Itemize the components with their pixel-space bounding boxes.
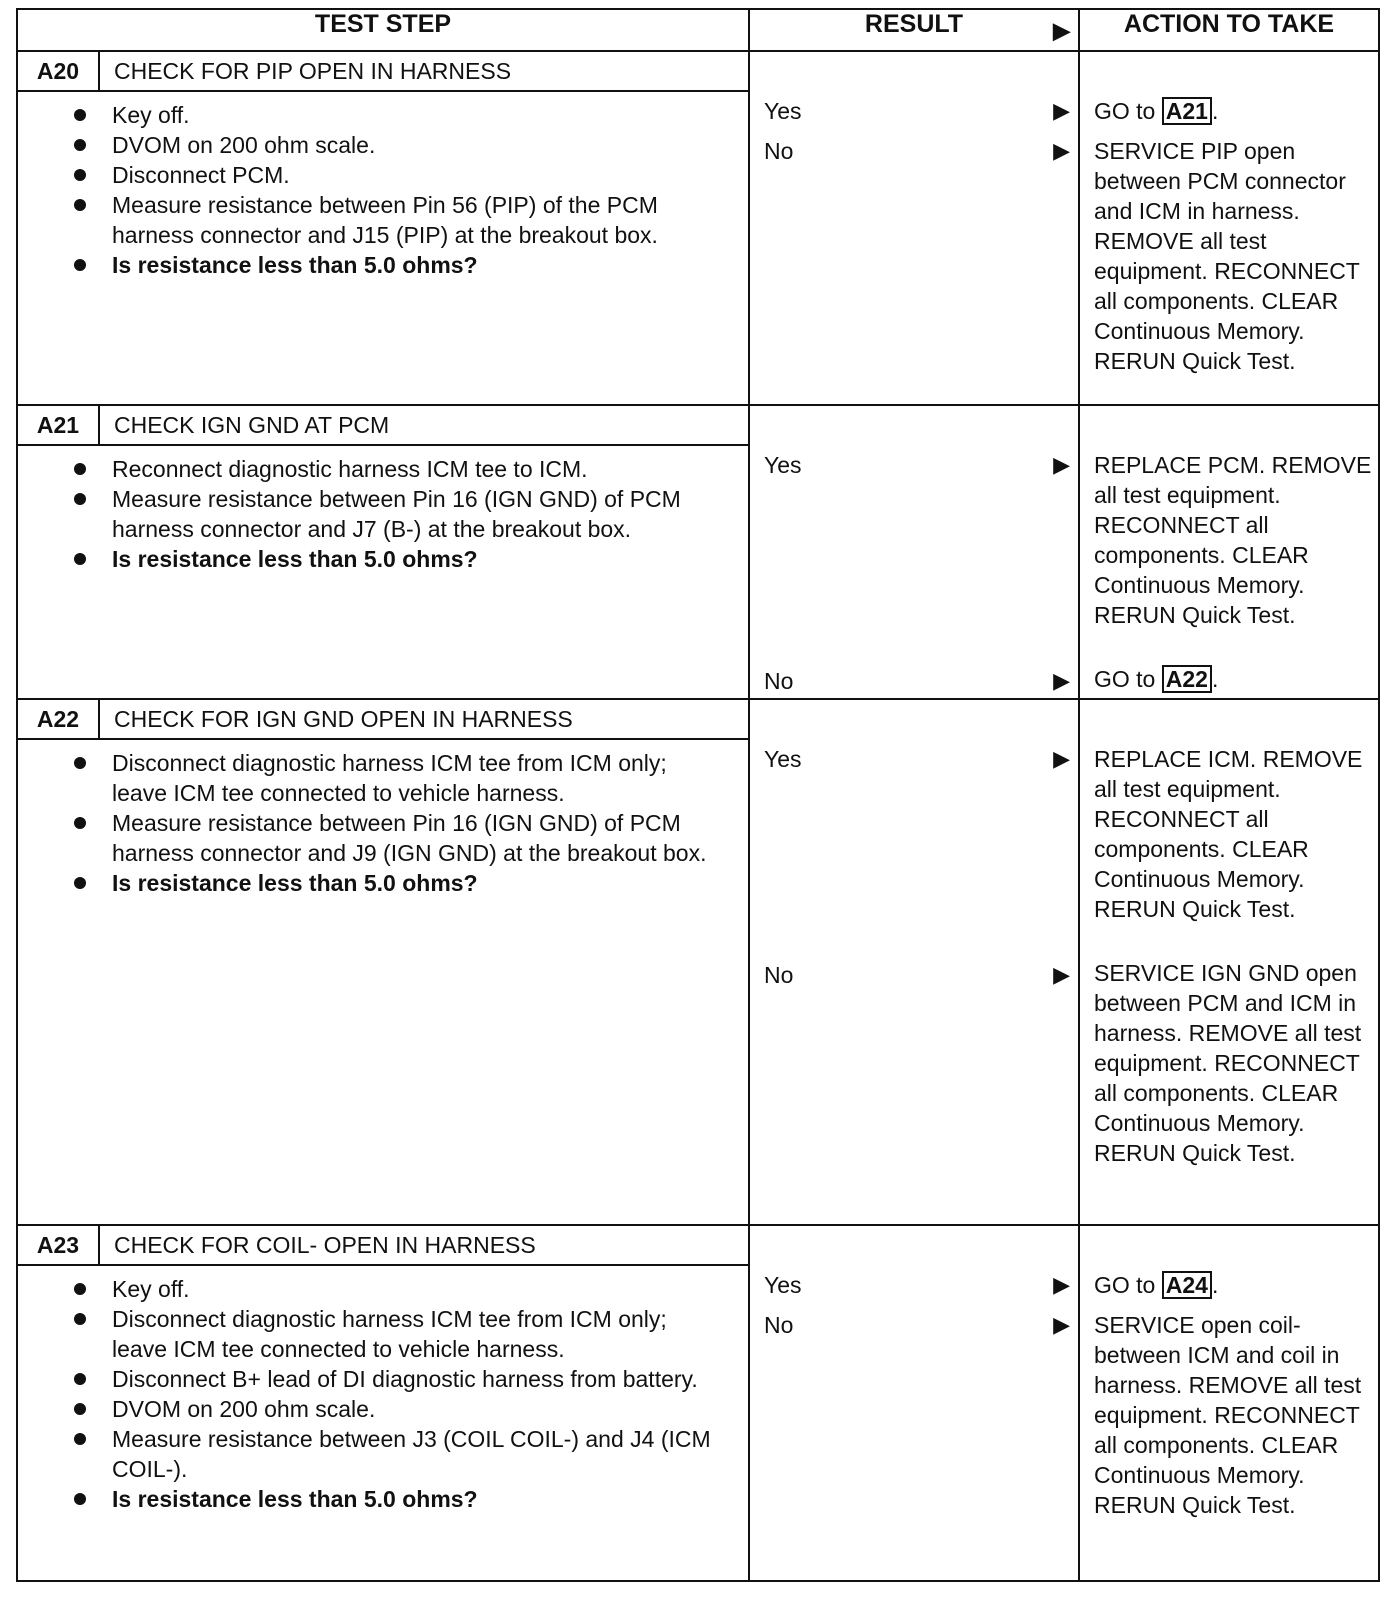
action-yes: REPLACE ICM. REMOVE all test equipment. RECONNECT all components. CLEAR Continuous Memory. RERUN Quick Test. [1094,746,1363,922]
instruction-item: Disconnect diagnostic harness ICM tee from ICM only; leave ICM tee connected to vehicle harness. [112,748,728,808]
step-question: Is resistance less than 5.0 ohms? [112,868,728,898]
step-instructions [18,1266,748,1514]
step-instructions [18,92,748,280]
instruction-item: DVOM on 200 ohm scale. [112,1394,728,1424]
instruction-item: Measure resistance between J3 (COIL COIL-) and J4 (ICM COIL-). [112,1424,728,1484]
instruction-item: Measure resistance between Pin 16 (IGN GND) of PCM harness connector and J7 (B-) at the breakout box. [112,484,728,544]
step-title: CHECK FOR IGN GND OPEN IN HARNESS [114,706,573,732]
goto-step-ref: A21 [1162,97,1212,125]
arrow-icon: ▶ [1053,668,1070,693]
action-no: SERVICE open coil- between ICM and coil in harness. REMOVE all test equipment. RECONNECT all components. CLEAR Continuous Memory. RERUN Quick Test. [1094,1312,1362,1518]
result-cell [749,699,1079,1225]
step-title: CHECK FOR PIP OPEN IN HARNESS [114,58,512,84]
step-row-a21 [17,405,1379,699]
step-cell [17,405,749,699]
instruction-item: Measure resistance between Pin 16 (IGN GND) of PCM harness connector and J9 (IGN GND) at the breakout box. [112,808,728,868]
step-title: CHECK FOR COIL- OPEN IN HARNESS [114,1232,536,1258]
step-id: A21 [18,406,100,444]
result-no: No [764,1312,794,1338]
step-header [18,52,748,92]
step-cell [17,699,749,1225]
result-no: No [764,668,794,694]
step-cell [17,1225,749,1581]
goto-step-ref: A24 [1162,1271,1212,1299]
instruction-item: Key off. [112,100,728,130]
step-question: Is resistance less than 5.0 ohms? [112,250,728,280]
step-title: CHECK IGN GND AT PCM [114,412,390,438]
step-instructions [18,446,748,574]
action-cell [1079,405,1379,699]
instruction-item: Disconnect diagnostic harness ICM tee from ICM only; leave ICM tee connected to vehicle harness. [112,1304,728,1364]
arrow-icon: ▶ [1053,746,1070,771]
action-cell [1079,699,1379,1225]
action-no: SERVICE PIP open between PCM connector and ICM in harness. REMOVE all test equipment. RECONNECT all components. CLEAR Continuous Memory. RERUN Quick Test. [1094,138,1360,374]
result-cell [749,405,1079,699]
arrow-icon: ▶ [1053,452,1070,477]
step-cell [17,51,749,405]
instruction-item: Disconnect B+ lead of DI diagnostic harness from battery. [112,1364,728,1394]
action-cell [1079,51,1379,405]
header-result [749,9,1079,51]
step-header [18,700,748,740]
step-row-a20 [17,51,1379,405]
action-no: SERVICE IGN GND open between PCM and ICM in harness. REMOVE all test equipment. RECONNECT all components. CLEAR Continuous Memory. RERUN Quick Test. [1094,960,1362,1166]
arrow-icon: ▶ [1053,962,1070,987]
header-arrow-icon: ▶ [1053,18,1070,43]
step-question: Is resistance less than 5.0 ohms? [112,544,728,574]
action-yes: REPLACE PCM. REMOVE all test equipment. RECONNECT all components. CLEAR Continuous Memory. RERUN Quick Test. [1094,452,1372,628]
diagnostic-table [16,8,1380,1582]
arrow-icon: ▶ [1053,1312,1070,1337]
result-yes: Yes [764,1272,802,1298]
step-header [18,1226,748,1266]
action-suffix: . [1211,1272,1219,1298]
action-no [1080,636,1378,694]
action-prefix: GO to [1094,1272,1162,1298]
instruction-item: Measure resistance between Pin 56 (PIP) of the PCM harness connector and J15 (PIP) at the breakout box. [112,190,728,250]
table-header-row [17,9,1379,51]
step-header [18,406,748,446]
result-yes: Yes [764,746,802,772]
step-question: Is resistance less than 5.0 ohms? [112,1484,728,1514]
action-yes [1080,1226,1378,1300]
goto-step-ref: A22 [1162,665,1212,693]
instruction-item: Key off. [112,1274,728,1304]
step-id: A23 [18,1226,100,1264]
step-row-a22 [17,699,1379,1225]
header-result-label: RESULT [864,10,964,38]
result-yes: Yes [764,452,802,478]
action-prefix: GO to [1094,98,1162,124]
header-test-step: TEST STEP [17,9,749,51]
step-instructions [18,740,748,898]
arrow-icon: ▶ [1053,98,1070,123]
action-suffix: . [1211,666,1219,692]
action-cell [1079,1225,1379,1581]
instruction-item: DVOM on 200 ohm scale. [112,130,728,160]
action-prefix: GO to [1094,666,1162,692]
result-no: No [764,962,794,988]
instruction-item: Disconnect PCM. [112,160,728,190]
result-yes: Yes [764,98,802,124]
result-cell [749,51,1079,405]
action-yes [1080,52,1378,126]
action-suffix: . [1211,98,1219,124]
instruction-item: Reconnect diagnostic harness ICM tee to ICM. [112,454,728,484]
arrow-icon: ▶ [1053,138,1070,163]
step-row-a23 [17,1225,1379,1581]
step-id: A22 [18,700,100,738]
result-no: No [764,138,794,164]
header-action: ACTION TO TAKE [1079,9,1379,51]
arrow-icon: ▶ [1053,1272,1070,1297]
step-id: A20 [18,52,100,90]
result-cell [749,1225,1079,1581]
